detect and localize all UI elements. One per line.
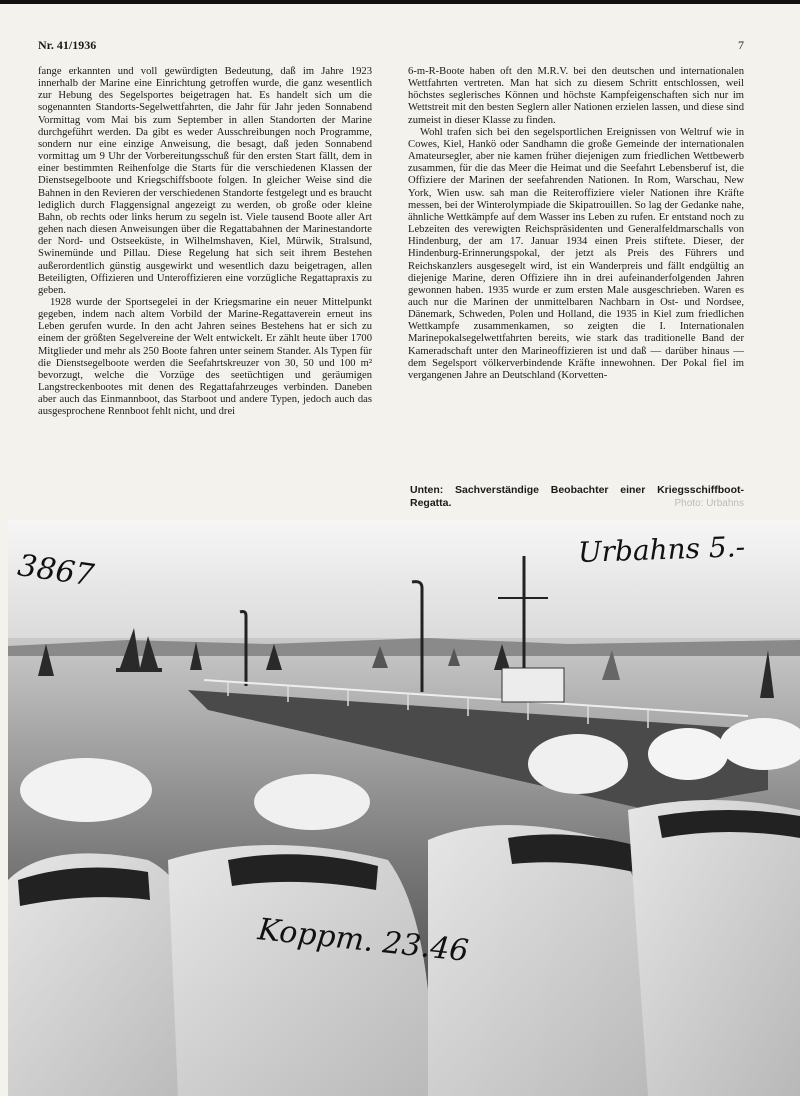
right-text-column — [408, 66, 744, 382]
regatta-photo — [8, 520, 800, 1096]
photo-credit: Photo: Urbahns — [674, 498, 744, 509]
left-text-column — [38, 66, 372, 419]
regatta-photo-illustration — [8, 520, 800, 1096]
pilot-house — [502, 668, 564, 702]
top-rule — [0, 0, 800, 4]
photo-caption: Unten: Sachverständige Beobachter einer Kriegsschiffboot-Regatta. — [410, 484, 744, 509]
paragraph: fange erkannten und voll gewürdigten Bedeutung, daß im Jahre 1923 innerhalb der Marine eine Einrichtung getroffen wurde, die ganz wesentlich zur Hebung des Segelsportes beigetragen hat. Es handelt sich um die sogenannten Standorts-Segelwettfahrten, die Jahr für Jahr jeden Sonnabend Vormittag vom Mai bis zum September in allen Standorten der Marine durchgeführt werden. Da gibt es weder Ausschreibungen noch Programme, sondern nur eine einzige Anweisung, die besagt, daß jeden Sonnabend vormittag um 9 Uhr der Vorbereitungsschuß für den ersten Start fällt, dem in einer bestimmten Reihenfolge die Starts für die verschiedenen Klassen der Dienstsegelboote und Kriegschiffsboote folgen. In gleicher Weise sind die Bahnen in den Revieren der verschiedenen Standorte festgelegt und es braucht lediglich durch Flaggensignal angezeigt zu werden, ob große oder kleine Bahn, ob rechts oder links herum zu segeln ist. Viele tausend Boote aller Art gehen nach diesen Anweisungen über die Regattabahnen der Marinestandorte der Nord- und Ostseeküste, in Wilhelmshaven, Kiel, Mürwik, Stralsund, Swinemünde und Pillau. Diese Regelung hat sich seit ihrem Bestehen außerordentlich günstig ausgewirkt und wesentlich dazu beigetragen, allen Beteiligten, Offizieren und Unteroffizieren eine vorzügliche Regattapraxis zu geben. — [38, 66, 372, 296]
issue-number: Nr. 41/1936 — [38, 38, 97, 52]
handwritten-archive-note: Koppm. 23.46 — [256, 912, 471, 970]
handwritten-number: 3867 — [15, 548, 97, 594]
paragraph: 1928 wurde der Sportsegelei in der Kriegsmarine ein neuer Mittelpunkt gegeben, indem nach altem Vorbild der Marine-Regattaverein erneut ins Leben gerufen wurde. In den acht Jahren seines Bestehens hat er sich zu einem der größten Segelvereine der Welt entwickelt. Er zählt heute über 1700 Mitglieder und mehr als 250 Boote fahren unter seinem Stander. Als Typen für die Dienstsegelboote werden die Seefahrtskreuzer von 30, 50 und 100 m² bevorzugt, welche die Vorzüge des seetüchtigen und geräumigen Langstreckenbootes mit denen des Regattafahrzeuges verbinden. Daneben aber auch das Einmannboot, das Starboot und andere Typen, jedoch auch das ausgesprochene Rennboot fehlt nicht, und drei — [38, 296, 372, 418]
handwritten-photographer-note: Urbahns 5.- — [577, 530, 746, 569]
paragraph: 6-m-R-Boote haben oft den M.R.V. bei den deutschen und internationalen Wettfahrten vertreten. Man hat sich zu diesem Schritt entschlossen, weil höchstes seglerisches Können und höchste Kampfeigenschaften sich nur im Wettstreit mit den besten Seglern aller Nationen erzielen lassen, und diese sind zumeist in dieser Klasse zu finden. — [408, 66, 744, 126]
page-number: 7 — [738, 38, 744, 52]
paragraph: Wohl trafen sich bei den segelsportlichen Ereignissen von Weltruf wie in Cowes, Kiel, Hankö oder Sandhamn die große Gemeinde der internationalen Amateursegler, aber nie kamen früher diejenigen zum friedlichen Wettbewerb zusammen, für die das Meer die Heimat und die Seefahrt Lebensberuf ist, die Offiziere der Marinen der seefahrenden Nationen. In Rom, Warschau, New York, Wien usw. sah man die Reiteroffiziere vieler Nationen ihre Kräfte messen, bei der Winterolympiade die Skipatrouillen. So lag der Gedanke nahe, ähnliche Wettkämpfe auf dem Wasser ins Leben zu rufen. Er entstand noch zu Lebzeiten des verewigten Reichspräsidenten und Generalfeldmarschalls von Hindenburg, der am 17. Januar 1934 einen Preis stiftete. Dieser, der Hindenburg-Erinnerungspokal, der jetzt als Preis des Führers und Reichskanzlers ausgesegelt wird, ist ein Wanderpreis und fällt endgültig an diejenige Marine, deren Offiziere ihn in drei aufeinanderfolgenden Jahren gewonnen haben. 1935 wurde er zum ersten Male ausgeschrieben. Waren es auch nur die Marinen der unmittelbaren Nachbarn in Ost- und Nordsee, Dänemark, Schweden, Polen und Holland, die 1935 in Kiel zum friedlichen Wettkampfe zusammenkamen, so zeigten die I. Internationalen Marinepokalsegelwettfahrten bereits, wie stark das traditionelle Band der Kameradschaft unter den Marineoffizieren ist und daß — darüber hinaus — dem Segelsport völkerverbindende Kräfte innewohnen. Der Pokal fiel im vergangenen Jahre an Deutschland (Korvetten- — [408, 126, 744, 381]
